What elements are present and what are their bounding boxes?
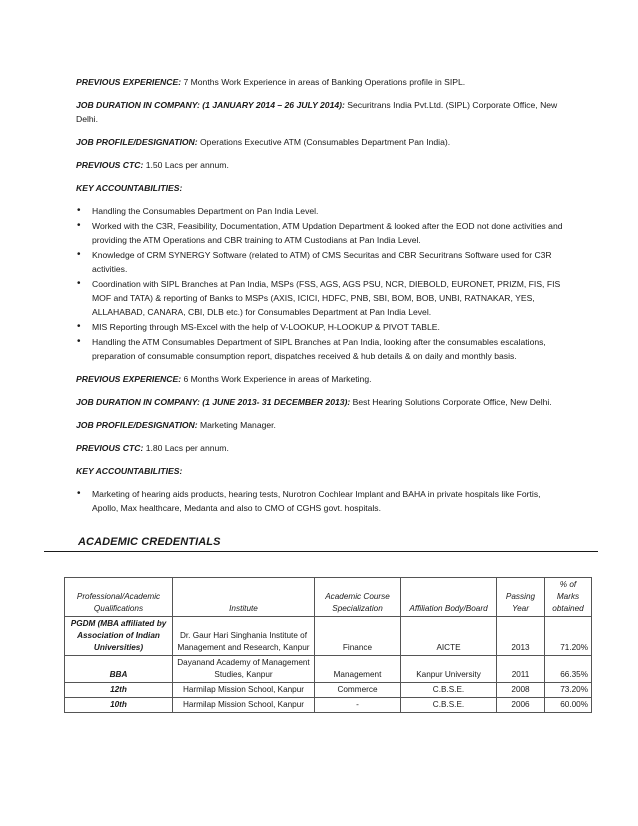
table-row: [65, 656, 592, 683]
col-header-year: Passing Year: [497, 578, 545, 617]
cell-institute: Harmilap Mission School, Kanpur: [173, 683, 315, 698]
cell-qualification: 10th: [65, 698, 173, 713]
cell-marks: 66.35%: [545, 656, 592, 683]
prev-ctc-2: PREVIOUS CTC: 1.80 Lacs per annum.: [76, 443, 229, 453]
cell-year: 2013: [497, 617, 545, 656]
list-item: • Worked with the C3R, Feasibility, Documentation, ATM Updation Department & looked after the EOD not done activities and providing the ATM Operations and CBR training to ATM Custodians at Pan India Level.: [76, 219, 564, 247]
job-profile-2: JOB PROFILE/DESIGNATION: Marketing Manager.: [76, 420, 276, 430]
cell-specialization: Management: [315, 656, 401, 683]
table-row: [65, 698, 592, 713]
cell-institute: Dr. Gaur Hari Singhania Institute of Management and Research, Kanpur: [173, 617, 315, 656]
resume-body: [76, 75, 564, 524]
cell-affiliation: AICTE: [401, 617, 497, 656]
list-item: • Handling the Consumables Department on Pan India Level.: [76, 204, 564, 218]
col-header-qualification: Professional/Academic Qualifications: [65, 578, 173, 617]
cell-year: 2011: [497, 656, 545, 683]
academic-table: [64, 577, 592, 713]
list-item: • Knowledge of CRM SYNERGY Software (related to ATM) of CMS Securitas and CBR Securitrans Software used for C3R activities.: [76, 248, 564, 276]
academic-heading: ACADEMIC CREDENTIALS: [78, 536, 221, 548]
cell-marks: 73.20%: [545, 683, 592, 698]
prev-experience-1: PREVIOUS EXPERIENCE: 7 Months Work Experience in areas of Banking Operations profile in SIPL.: [76, 77, 466, 87]
cell-qualification: PGDM (MBA affiliated by Association of Indian Universities): [65, 617, 173, 656]
accountabilities-list-2: [76, 487, 564, 515]
col-header-institute: Institute: [173, 578, 315, 617]
cell-affiliation: C.B.S.E.: [401, 698, 497, 713]
cell-specialization: -: [315, 698, 401, 713]
cell-marks: 60.00%: [545, 698, 592, 713]
job-duration-2: JOB DURATION IN COMPANY: (1 JUNE 2013- 31 DECEMBER 2013): Best Hearing Solutions Corporate Office, New Delhi.: [76, 397, 552, 407]
job-profile-1: JOB PROFILE/DESIGNATION: Operations Executive ATM (Consumables Department Pan India).: [76, 137, 451, 147]
key-accountabilities-heading-2: KEY ACCOUNTABILITIES:: [76, 466, 183, 476]
table-header-row: [65, 578, 592, 617]
cell-institute: Dayanand Academy of Management Studies, Kanpur: [173, 656, 315, 683]
table-row: [65, 617, 592, 656]
table-row: [65, 683, 592, 698]
cell-qualification: 12th: [65, 683, 173, 698]
list-item: • MIS Reporting through MS-Excel with the help of V-LOOKUP, H-LOOKUP & PIVOT TABLE.: [76, 320, 564, 334]
list-item: • Marketing of hearing aids products, hearing tests, Nurotron Cochlear Implant and BAHA in private hospitals like Fortis, Apollo, Max healthcare, Medanta and also to CMO of CGHS govt. hospitals.: [76, 487, 564, 515]
list-item: • Handling the ATM Consumables Department of SIPL Branches at Pan India, looking after the consumables escalations, preparation of consumable consumption report, dispatches received & hub details & on daily and monthly basis.: [76, 335, 564, 363]
academic-section-header: [44, 536, 598, 552]
job-duration-1: JOB DURATION IN COMPANY: (1 JANUARY 2014 – 26 JULY 2014): Securitrans India Pvt.Ltd. (SIPL) Corporate Office, New Delhi.: [76, 100, 558, 124]
col-header-affiliation: Affiliation Body/Board: [401, 578, 497, 617]
prev-experience-2: PREVIOUS EXPERIENCE: 6 Months Work Experience in areas of Marketing.: [76, 374, 372, 384]
prev-ctc-1: PREVIOUS CTC: 1.50 Lacs per annum.: [76, 160, 229, 170]
cell-affiliation: C.B.S.E.: [401, 683, 497, 698]
col-header-specialization: Academic Course Specialization: [315, 578, 401, 617]
cell-specialization: Commerce: [315, 683, 401, 698]
cell-year: 2008: [497, 683, 545, 698]
key-accountabilities-heading-1: KEY ACCOUNTABILITIES:: [76, 183, 183, 193]
cell-institute: Harmilap Mission School, Kanpur: [173, 698, 315, 713]
col-header-marks: % of Marks obtained: [545, 578, 592, 617]
cell-year: 2006: [497, 698, 545, 713]
list-item: • Coordination with SIPL Branches at Pan India, MSPs (FSS, AGS, AGS PSU, NCR, DIEBOLD, EURONET, PRIZM, FIS, FIS MOF and TATA) & reporting of Banks to MSPs (AXIS, ICICI, HDFC, PNB, SBI, BOM, BOB, UNBI, RATNAKAR, YES, ALLAHABAD, CANARA, CBI, DLB etc.) for Consumables Department at Pan India Level.: [76, 277, 564, 319]
cell-specialization: Finance: [315, 617, 401, 656]
cell-affiliation: Kanpur University: [401, 656, 497, 683]
accountabilities-list-1: [76, 204, 564, 363]
cell-qualification: BBA: [65, 656, 173, 683]
cell-marks: 71.20%: [545, 617, 592, 656]
